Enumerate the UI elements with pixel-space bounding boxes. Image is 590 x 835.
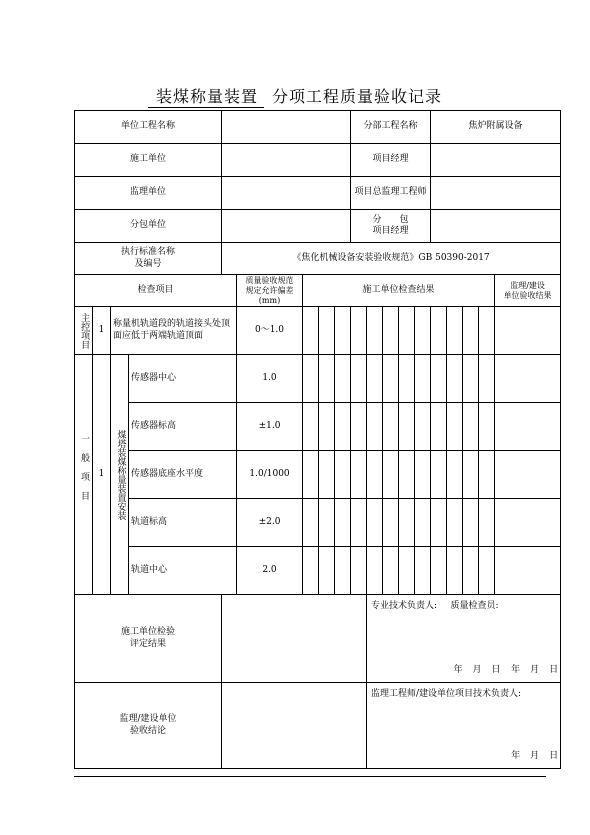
result-cell[interactable] <box>415 547 431 595</box>
project-name: 装煤称量装置 <box>148 84 264 108</box>
chief-supervisor-label: 项目总监理工程师 <box>351 177 431 210</box>
general-category <box>75 355 93 595</box>
result-cell[interactable] <box>351 403 367 451</box>
result-cell[interactable] <box>303 499 319 547</box>
result-cell[interactable] <box>399 307 415 355</box>
result-cell[interactable] <box>335 499 351 547</box>
supervision-result-cell[interactable] <box>495 307 561 355</box>
supervision-header-line2: 单位验收结果 <box>503 290 552 300</box>
result-cell[interactable] <box>431 403 447 451</box>
result-cell[interactable] <box>399 451 415 499</box>
supervision-result-cell[interactable] <box>495 499 561 547</box>
acceptance-form <box>74 110 569 769</box>
inspection-item-header: 检查项目 <box>75 275 237 307</box>
conclusion-label-line2: 验收结论 <box>130 725 167 736</box>
chief-supervisor-value[interactable] <box>431 177 561 210</box>
result-cell[interactable] <box>447 499 463 547</box>
result-cell[interactable] <box>431 355 447 403</box>
result-cell[interactable] <box>399 355 415 403</box>
page-title <box>0 84 590 108</box>
result-cell[interactable] <box>415 307 431 355</box>
result-cell[interactable] <box>431 307 447 355</box>
result-cell[interactable] <box>383 403 399 451</box>
result-cell[interactable] <box>383 355 399 403</box>
result-cell[interactable] <box>399 403 415 451</box>
project-manager-value[interactable] <box>431 144 561 177</box>
result-cell[interactable] <box>383 307 399 355</box>
general-tolerance-2: ±1.0 <box>237 403 303 451</box>
main-control-index: 1 <box>93 307 111 355</box>
result-cell[interactable] <box>319 403 335 451</box>
general-tolerance-5: 2.0 <box>237 547 303 595</box>
result-cell[interactable] <box>319 547 335 595</box>
result-cell[interactable] <box>303 451 319 499</box>
result-cell[interactable] <box>367 355 383 403</box>
result-cell[interactable] <box>303 307 319 355</box>
sub-project-value[interactable]: 焦炉附属设备 <box>431 111 561 144</box>
general-category-text: 一般项目 <box>79 434 89 511</box>
main-control-item: 称量机轨道段的轨道接头处顶面应低于两端轨道顶面 <box>111 307 237 355</box>
general-item-5: 轨道中心 <box>129 547 237 595</box>
bottom-rule <box>74 776 546 777</box>
supervision-result-cell[interactable] <box>495 355 561 403</box>
supervision-result-cell[interactable] <box>495 547 561 595</box>
result-cell[interactable] <box>335 355 351 403</box>
result-cell[interactable] <box>367 451 383 499</box>
result-cell[interactable] <box>351 547 367 595</box>
result-cell[interactable] <box>335 547 351 595</box>
general-tolerance-3: 1.0/1000 <box>237 451 303 499</box>
result-cell[interactable] <box>463 451 479 499</box>
tolerance-header-line3: (mm) <box>258 295 281 305</box>
subcontract-manager-label <box>351 210 431 243</box>
supervision-result-cell[interactable] <box>495 451 561 499</box>
construction-result-header: 施工单位检查结果 <box>303 275 495 307</box>
result-cell[interactable] <box>415 355 431 403</box>
unit-project-label: 单位工程名称 <box>75 111 222 144</box>
subcontract-unit-value[interactable] <box>222 210 351 243</box>
unit-project-value[interactable] <box>222 111 351 144</box>
result-cell[interactable] <box>479 403 495 451</box>
result-cell[interactable] <box>383 451 399 499</box>
result-cell[interactable] <box>367 547 383 595</box>
general-group: 煤塔装煤称量装置安装 <box>111 355 129 595</box>
result-cell[interactable] <box>479 307 495 355</box>
evaluation-label-line2: 评定结果 <box>130 638 167 649</box>
result-cell[interactable] <box>447 355 463 403</box>
supervision-unit-label: 监理单位 <box>75 177 222 210</box>
result-cell[interactable] <box>303 547 319 595</box>
result-cell[interactable] <box>463 547 479 595</box>
general-item-4: 轨道标高 <box>129 499 237 547</box>
conclusion-label-line1: 监理/建设单位 <box>119 714 177 725</box>
subcontract-manager-label-line2: 项目经理 <box>372 226 409 236</box>
result-cell[interactable] <box>447 403 463 451</box>
evaluation-blank[interactable] <box>222 595 367 683</box>
conclusion-signer-label: 监理工程师/建设单位项目技术负责人: <box>371 689 522 699</box>
construction-unit-label: 施工单位 <box>75 144 222 177</box>
result-cell[interactable] <box>319 307 335 355</box>
evaluation-label <box>75 595 222 683</box>
general-tolerance-1: 1.0 <box>237 355 303 403</box>
result-cell[interactable] <box>303 403 319 451</box>
result-cell[interactable] <box>415 451 431 499</box>
supervision-result-header <box>495 275 561 307</box>
general-item-2: 传感器标高 <box>129 403 237 451</box>
subcontract-manager-value[interactable] <box>431 210 561 243</box>
main-control-tolerance: 0～1.0 <box>237 307 303 355</box>
standard-value[interactable]: 《焦化机械设备安装验收规范》GB 50390-2017 <box>222 243 561 275</box>
result-cell[interactable] <box>319 355 335 403</box>
result-cell[interactable] <box>479 451 495 499</box>
result-cell[interactable] <box>335 307 351 355</box>
result-cell[interactable] <box>383 499 399 547</box>
result-cell[interactable] <box>463 307 479 355</box>
result-cell[interactable] <box>383 547 399 595</box>
result-cell[interactable] <box>447 307 463 355</box>
result-cell[interactable] <box>399 499 415 547</box>
supervision-result-cell[interactable] <box>495 403 561 451</box>
conclusion-label <box>75 683 222 769</box>
supervision-header-line1: 监理/建设 <box>510 280 545 290</box>
standard-label <box>75 243 222 275</box>
tech-lead-label: 专业技术负责人: <box>371 601 438 611</box>
result-cell[interactable] <box>431 499 447 547</box>
result-cell[interactable] <box>431 547 447 595</box>
result-cell[interactable] <box>415 499 431 547</box>
general-item-3: 传感器底座水平度 <box>129 451 237 499</box>
tolerance-header <box>237 275 303 307</box>
main-control-category: 主控项目 <box>75 307 93 355</box>
result-cell[interactable] <box>351 307 367 355</box>
tolerance-header-line2: 规定允许偏差 <box>245 285 294 295</box>
result-cell[interactable] <box>479 499 495 547</box>
general-tolerance-4: ±2.0 <box>237 499 303 547</box>
sub-project-label: 分部工程名称 <box>351 111 431 144</box>
subcontract-unit-label: 分包单位 <box>75 210 222 243</box>
conclusion-signature[interactable] <box>367 683 569 769</box>
result-cell[interactable] <box>463 499 479 547</box>
result-cell[interactable] <box>351 499 367 547</box>
result-cell[interactable] <box>335 451 351 499</box>
result-cell[interactable] <box>399 547 415 595</box>
evaluation-label-line1: 施工单位检验 <box>121 627 176 638</box>
result-cell[interactable] <box>367 307 383 355</box>
result-cell[interactable] <box>367 403 383 451</box>
result-cell[interactable] <box>447 547 463 595</box>
result-cell[interactable] <box>367 499 383 547</box>
conclusion-date: 年月日 <box>511 750 569 761</box>
result-cell[interactable] <box>463 355 479 403</box>
general-index: 1 <box>93 355 111 595</box>
subcontract-manager-label-line1: 分 包 <box>372 214 409 225</box>
standard-label-line2: 及编号 <box>134 258 162 269</box>
result-cell[interactable] <box>319 451 335 499</box>
result-cell[interactable] <box>479 355 495 403</box>
result-cell[interactable] <box>479 547 495 595</box>
result-cell[interactable] <box>351 355 367 403</box>
inspector-signature[interactable] <box>450 595 569 683</box>
result-cell[interactable] <box>335 403 351 451</box>
general-item-1: 传感器中心 <box>129 355 237 403</box>
result-cell[interactable] <box>447 451 463 499</box>
result-cell[interactable] <box>303 355 319 403</box>
tech-lead-date: 年月日 <box>453 664 511 675</box>
tolerance-header-line1: 质量验收规范 <box>245 275 294 285</box>
result-cell[interactable] <box>431 451 447 499</box>
supervision-unit-value[interactable] <box>222 177 351 210</box>
doc-title: 分项工程质量验收记录 <box>272 87 443 106</box>
inspector-date: 年月日 <box>511 664 569 675</box>
conclusion-blank[interactable] <box>222 683 367 769</box>
result-cell[interactable] <box>319 499 335 547</box>
project-manager-label: 项目经理 <box>351 144 431 177</box>
result-cell[interactable] <box>463 403 479 451</box>
result-cell[interactable] <box>415 403 431 451</box>
result-cell[interactable] <box>351 451 367 499</box>
standard-label-line1: 执行标准名称 <box>121 247 176 258</box>
inspector-label: 质量检查员: <box>450 601 499 611</box>
construction-unit-value[interactable] <box>222 144 351 177</box>
